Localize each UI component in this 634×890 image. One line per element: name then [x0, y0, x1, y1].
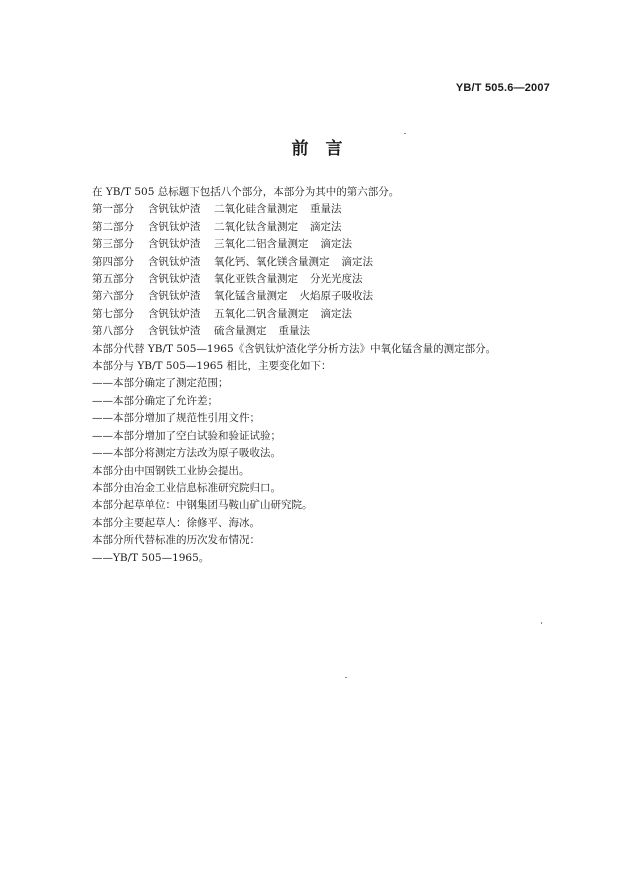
drafting-unit: 本部分起草单位：中钢集团马鞍山矿山研究院。: [92, 499, 313, 512]
change-item: ——本部分确定了测定范围；: [92, 377, 229, 390]
list-item: [92, 323, 562, 340]
part-material: 含钒钛炉渣: [148, 290, 201, 303]
part-method: 分光光度法: [310, 273, 363, 286]
part-method: 滴定法: [320, 307, 352, 320]
list-item: [92, 219, 562, 236]
list-item: [92, 288, 562, 305]
part-number: 第六部分: [92, 290, 134, 303]
change-item: ——本部分确定了允许差；: [92, 394, 218, 407]
part-material: 含钒钛炉渣: [148, 238, 201, 251]
part-item: 三氧化二铝含量测定: [214, 238, 309, 251]
history-heading: 本部分所代替标准的历次发布情况：: [92, 534, 260, 547]
part-material: 含钒钛炉渣: [148, 273, 201, 286]
list-item: [92, 254, 562, 271]
part-method: 滴定法: [320, 238, 352, 251]
changes-heading: 本部分与 YB/T 505—1965 相比，主要变化如下：: [92, 360, 332, 373]
part-number: 第四部分: [92, 255, 134, 268]
history-item: ——YB/T 505—1965。: [92, 551, 210, 564]
part-material: 含钒钛炉渣: [148, 220, 201, 233]
proposer-statement: 本部分由中国钢铁工业协会提出。: [92, 464, 250, 477]
part-item: 二氧化硅含量测定: [214, 203, 298, 216]
part-method: 滴定法: [341, 255, 373, 268]
scan-speck: [541, 622, 542, 624]
part-material: 含钒钛炉渣: [148, 255, 201, 268]
part-item: 五氧化二钒含量测定: [214, 307, 309, 320]
part-method: 重量法: [278, 325, 310, 338]
parts-list: [92, 201, 562, 340]
part-number: 第七部分: [92, 307, 134, 320]
scan-speck: [404, 133, 406, 134]
part-number: 第三部分: [92, 238, 134, 251]
list-item: [92, 271, 562, 288]
change-item: ——本部分增加了空白试验和验证试验；: [92, 429, 281, 442]
scan-speck: [345, 677, 347, 678]
foreword-body: [92, 184, 562, 567]
change-item: ——本部分将测定方法改为原子吸收法。: [92, 447, 281, 460]
list-item: [92, 236, 562, 253]
part-method: 重量法: [310, 203, 342, 216]
part-material: 含钒钛炉渣: [148, 307, 201, 320]
part-number: 第一部分: [92, 203, 134, 216]
part-item: 氧化钙、氧化镁含量测定: [214, 255, 330, 268]
part-item: 氧化锰含量测定: [214, 290, 288, 303]
document-code: YB/T 505.6—2007: [455, 82, 550, 94]
part-material: 含钒钛炉渣: [148, 325, 201, 338]
part-method: 滴定法: [310, 220, 342, 233]
change-item: ——本部分增加了规范性引用文件；: [92, 412, 260, 425]
administrator-statement: 本部分由冶金工业信息标准研究院归口。: [92, 481, 281, 494]
list-item: [92, 201, 562, 218]
part-material: 含钒钛炉渣: [148, 203, 201, 216]
list-item: [92, 306, 562, 323]
part-number: 第八部分: [92, 325, 134, 338]
part-method: 火焰原子吸收法: [299, 290, 373, 303]
replacement-statement: 本部分代替 YB/T 505—1965《含钒钛炉渣化学分析方法》中氧化锰含量的测定部分。: [92, 342, 497, 355]
part-number: 第五部分: [92, 273, 134, 286]
drafters: 本部分主要起草人：徐修平、海冰。: [92, 516, 260, 529]
page-title: 前 言: [291, 139, 343, 159]
part-number: 第二部分: [92, 220, 134, 233]
intro-paragraph: 在 YB/T 505 总标题下包括八个部分，本部分为其中的第六部分。: [92, 186, 400, 198]
part-item: 氧化亚铁含量测定: [214, 273, 298, 286]
part-item: 硫含量测定: [214, 325, 267, 338]
part-item: 二氧化钛含量测定: [214, 220, 298, 233]
